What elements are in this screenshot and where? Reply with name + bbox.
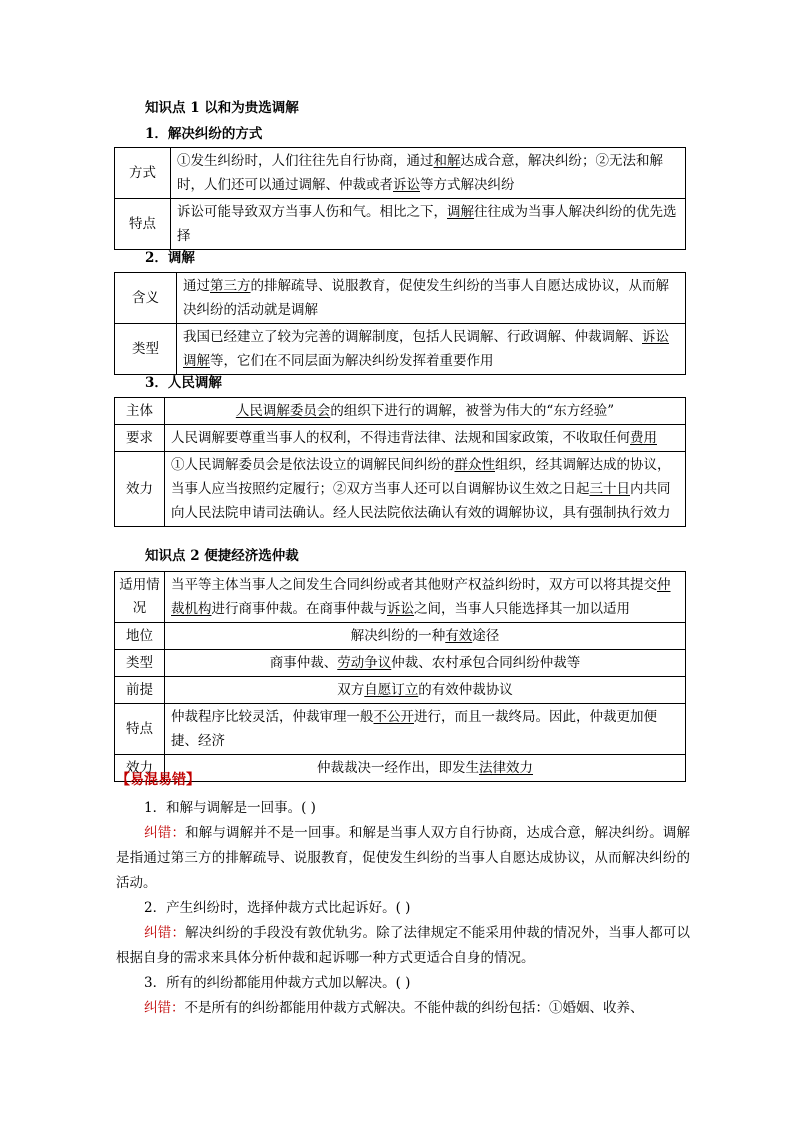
table-row — [115, 704, 686, 755]
row-content — [165, 704, 686, 755]
text-segment: 内共同向人民法院申请司法确认。经人民法院依法确认有效的调解协议，具有强制执行效力 — [171, 481, 671, 521]
row-content — [165, 572, 686, 623]
text-segment: 诉讼可能导致双方当事人伤和气。相比之下， — [177, 204, 447, 220]
underlined-keyword: 仲裁机构 — [171, 577, 671, 617]
correction-3 — [116, 996, 690, 1021]
question-text: 1．和解与调解是一回事。( ) — [144, 800, 316, 816]
question-text: 2．产生纠纷时，选择仲裁方式比起诉好。( ) — [144, 900, 411, 916]
knowledge-point-1-title: 知识点 1 以和为贵选调解 — [145, 100, 299, 116]
row-label: 效力 — [115, 755, 165, 782]
question-3 — [116, 971, 690, 996]
table-row — [115, 425, 686, 452]
correction-1 — [116, 821, 690, 896]
text-segment: 通过 — [183, 278, 210, 294]
text-segment: 等，它们在不同层面为解决纠纷发挥着重要作用 — [210, 353, 494, 369]
table-row — [115, 398, 686, 425]
table-row — [115, 324, 686, 375]
text-segment: 往往成为当事人解决纠纷的优先选择 — [177, 204, 677, 244]
text-segment: ①发生纠纷时，人们往往先自行协商，通过 — [177, 153, 434, 169]
text-segment: 等方式解决纠纷 — [420, 177, 515, 193]
dispute-methods-table — [114, 147, 686, 250]
text-segment: 仲裁、农村承包合同纠纷仲裁等 — [391, 655, 581, 671]
question-2 — [116, 896, 690, 921]
underlined-keyword: 法律效力 — [479, 760, 533, 776]
table-row — [115, 755, 686, 782]
text-segment: 进行，而且一裁终局。因此，仲裁更加便捷、经济 — [171, 709, 657, 749]
table-row — [115, 650, 686, 677]
correction-label: 纠错： — [144, 1000, 185, 1016]
arbitration-table — [114, 571, 686, 782]
text-segment: 当平等主体当事人之间发生合同纠纷或者其他财产权益纠纷时，双方可以将其提交 — [171, 577, 657, 593]
text-segment: 仲裁程序比较灵活，仲裁审理一般 — [171, 709, 374, 725]
row-label: 效力 — [115, 452, 165, 527]
underlined-keyword: 诉讼 — [393, 177, 420, 193]
table-row — [115, 199, 686, 250]
underlined-keyword: 诉讼调解 — [183, 329, 669, 369]
table-row — [115, 273, 686, 324]
row-content — [165, 452, 686, 527]
underlined-keyword: 群众性 — [454, 457, 495, 473]
table-row — [115, 148, 686, 199]
correction-2 — [116, 921, 690, 971]
underlined-keyword: 第三方 — [210, 278, 251, 294]
underlined-keyword: 三十日 — [589, 481, 630, 497]
text-segment: 进行商事仲裁。在商事仲裁与 — [211, 601, 387, 617]
question-1 — [116, 796, 690, 821]
text-segment: 的组织下进行的调解，被誉为伟大的“东方经验” — [330, 403, 615, 419]
text-segment: 商事仲裁、 — [269, 655, 338, 671]
section-1-heading: 1．解决纠纷的方式 — [145, 126, 263, 142]
text-segment: 的排解疏导、说服教育，促使发生纠纷的当事人自愿达成协议，从而解决纠纷的活动就是调解 — [183, 278, 669, 318]
question-text: 3．所有的纠纷都能用仲裁方式加以解决。( ) — [144, 975, 411, 991]
text-segment: 解决纠纷的一种 — [350, 628, 446, 644]
underlined-keyword: 和解 — [433, 153, 461, 169]
text-segment: 组织，经其调解达成的协议，当事人应当按照约定履行；②双方当事人还可以自调解协议生效之日起 — [171, 457, 671, 497]
people-mediation-table — [114, 397, 686, 527]
correction-label: 纠错： — [144, 925, 186, 941]
text-segment: 之间，当事人只能选择其一加以适用 — [414, 601, 630, 617]
text-segment: 途径 — [472, 628, 500, 644]
row-label: 主体 — [115, 398, 165, 425]
underlined-keyword: 诉讼 — [387, 601, 414, 617]
table-row — [115, 452, 686, 527]
row-content — [165, 623, 686, 650]
row-label: 地位 — [115, 623, 165, 650]
underlined-keyword: 自愿订立 — [364, 682, 419, 698]
row-content — [177, 324, 686, 375]
text-segment: ①人民调解委员会是依法设立的调解民间纠纷的 — [171, 457, 455, 473]
text-segment: 我国已经建立了较为完善的调解制度，包括人民调解、行政调解、仲裁调解、 — [183, 329, 642, 345]
text-segment: 仲裁裁决一经作出，即发生 — [317, 760, 479, 776]
correction-label: 纠错： — [144, 825, 186, 841]
row-content — [165, 425, 686, 452]
row-label: 类型 — [115, 650, 165, 677]
row-content — [165, 650, 686, 677]
row-label: 特点 — [115, 199, 171, 250]
row-content — [165, 398, 686, 425]
underlined-keyword: 不公开 — [373, 709, 414, 725]
section-2-heading: 2．调解 — [145, 250, 195, 266]
correction-text: 不是所有的纠纷都能用仲裁方式解决。不能仲裁的纠纷包括：①婚姻、收养、 — [184, 1000, 644, 1016]
underlined-keyword: 调解 — [447, 204, 474, 220]
row-content — [165, 677, 686, 704]
confusion-section-title: 【易混易错】 — [116, 772, 200, 788]
row-label: 前提 — [115, 677, 165, 704]
text-segment: 双方 — [337, 682, 365, 698]
table-row — [115, 623, 686, 650]
underlined-keyword: 有效 — [445, 628, 473, 644]
row-content — [177, 273, 686, 324]
underlined-keyword: 费用 — [630, 430, 657, 446]
correction-text: 和解与调解并不是一回事。和解是当事人双方自行协商，达成合意，解决纠纷。调解是指通过第三方的排解疏导、说服教育，促使发生纠纷的当事人自愿达成协议，从而解决纠纷的活动。 — [116, 825, 691, 891]
row-label: 要求 — [115, 425, 165, 452]
text-segment: 达成合意，解决纠纷；②无法和解时，人们还可以通过调解、仲裁或者 — [177, 153, 663, 193]
row-label: 特点 — [115, 704, 165, 755]
table-row — [115, 677, 686, 704]
mediation-table — [114, 272, 686, 375]
row-label: 含义 — [115, 273, 177, 324]
row-label: 适用情况 — [115, 572, 165, 623]
row-content — [165, 755, 686, 782]
text-segment: 人民调解要尊重当事人的权利，不得违背法律、法规和国家政策，不收取任何 — [171, 430, 630, 446]
underlined-keyword: 劳动争议 — [337, 655, 392, 671]
correction-text: 解决纠纷的手段没有敦优轨劣。除了法律规定不能采用仲裁的情况外，当事人都可以根据自身的需求来具体分析仲裁和起诉哪一种方式更适合自身的情况。 — [116, 925, 691, 966]
underlined-keyword: 人民调解委员会 — [235, 403, 331, 419]
section-3-heading: 3．人民调解 — [145, 375, 222, 391]
row-label: 方式 — [115, 148, 171, 199]
row-content — [171, 199, 686, 250]
text-segment: 的有效仲裁协议 — [418, 682, 513, 698]
row-label: 类型 — [115, 324, 177, 375]
row-content — [171, 148, 686, 199]
knowledge-point-2-title: 知识点 2 便捷经济选仲裁 — [145, 548, 299, 564]
table-row — [115, 572, 686, 623]
